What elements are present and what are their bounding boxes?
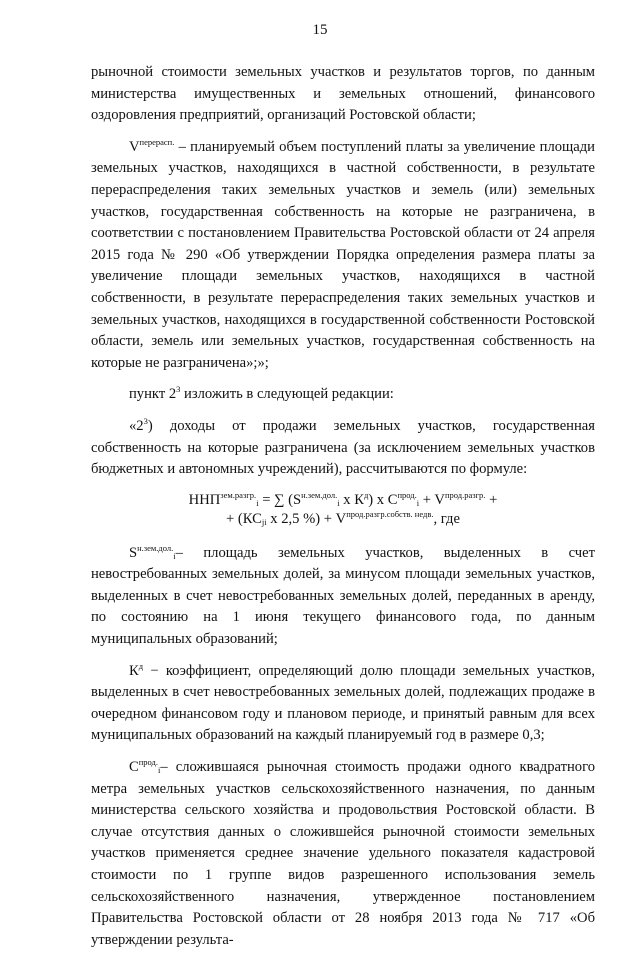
symbol-v-sup: перерасп. — [139, 136, 175, 147]
paragraph-market-value: рыночной стоимости земельных участков и результатов торгов, по данным министерства имущественных и земельных отношений, финансового оздоровления предприятий, организаций Ростовской области; — [91, 64, 595, 124]
paragraph-land-sales-income: «$2^3$) доходы от продажи земельных участков, государственная собственность на которые разграничена (за исключением земельных участков бюджетных и автономных учреждений), рассчитываются по формуле: — [91, 415, 595, 478]
formula-line-1: $ННП^{зем.разгр.}_i$ = ∑ ($S^{н.зем.дол.}_i$ х $К^д$) х $С^{прод.}_i + V^{прод.разгр.}$ + — [188, 489, 498, 508]
paragraph-v-text: – планируемый объем поступлений платы за увеличение площади земельных участков, находящихся в частной собственности, в результате перераспределения таких земельных участков и земель (или) земельных участков, государственная собственность на которые не разграничена, в соответствии с постановлением Правительства Ростовской области от 24 апреля 2015 года № 290 «Об утверждении Порядка определения размера платы за увеличение площади земельных участков, находящихся в частной собственности, в результате перераспределения таких земельных участков и земельных участков, находящихся в государственной собственности Ростовской области, земель или земельных участков, государственная собственность на которые не разграничена»;»; — [91, 138, 595, 371]
formula-line-2: + ($КС_{ji}$ х 2,5 %) + $V^{прод.разгр.собств. недв.}$, где — [226, 508, 460, 527]
paragraph-c-market-price: $С^{прод.}_i-$ сложившаяся рыночная стоимость продажи одного квадратного метра земельных участков сельскохозяйственного назначения, по данным министерства сельского хозяйства и продовольствия Ростовской области. В случае отсутствия данных о сложившейся рыночной стоимости земельных участков применяется среднее значение удельного показателя кадастровой стоимости по 1 группе видов разрешенного использования земель сельскохозяйственного назначения, утвержденное постановлением Правительства Ростовской области от 28 ноября 2013 года № 717 «Об утверждении результа- — [91, 757, 595, 948]
formula — [91, 491, 595, 529]
paragraph-k-coefficient: $К^д$ − коэффициент, определяющий долю площади земельных участков, выделенных в счет невостребованных земельных долей, подлежащих продаже в очередном финансовом году и плановом периоде, и принятый равным для всех муниципальных образований на каждый планируемый год в размере 0,3; — [91, 660, 595, 744]
symbol-v: V — [129, 138, 140, 155]
paragraph-v-redistribution — [91, 137, 595, 375]
page-number: 15 — [312, 22, 328, 38]
document-body — [91, 62, 595, 961]
paragraph-s-area: $S^{н.зем.дол.}_i-$ площадь земельных участков, выделенных в счет невостребованных земельных долей, за минусом площади земельных участков, выделенных в счет невостребованных земельных долей, переданных в аренду, по состоянию на 1 июня текущего финансового года, по данным муниципальных образований; — [91, 542, 595, 648]
paragraph-clause-2-3: пункт $2^3$ изложить в следующей редакции: — [129, 384, 394, 403]
